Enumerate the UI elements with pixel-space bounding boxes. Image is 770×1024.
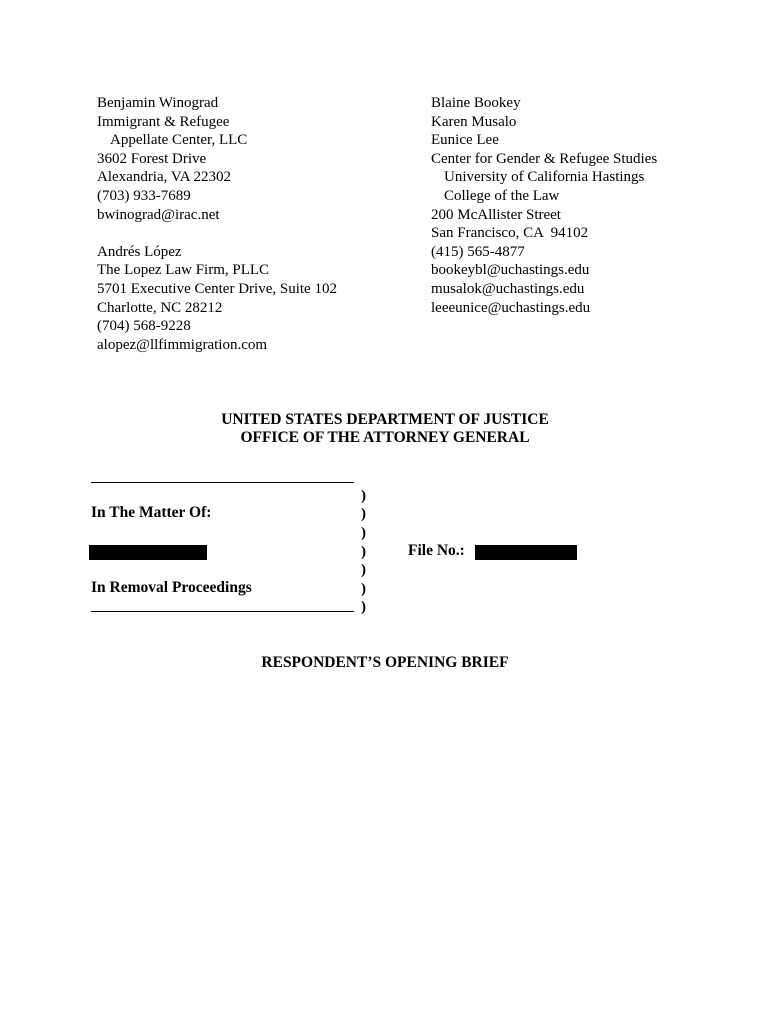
caption-paren: ) (361, 562, 366, 578)
email-address: musalok@uchastings.edu (431, 280, 585, 297)
caption-top-rule (91, 482, 354, 483)
street-address: 3602 Forest Drive (97, 150, 207, 167)
caption-bottom-rule (91, 611, 354, 612)
city-state-zip: San Francisco, CA 94102 (431, 225, 589, 242)
matter-of-label: In The Matter Of: (91, 504, 212, 521)
removal-proceedings-label: In Removal Proceedings (91, 579, 252, 596)
city-state-zip: Charlotte, NC 28212 (97, 299, 223, 316)
email-address: alopez@llfimmigration.com (97, 336, 268, 353)
phone-number: (704) 568-9228 (97, 318, 191, 335)
email-address: bwinograd@irac.net (97, 206, 220, 223)
street-address: 5701 Executive Center Drive, Suite 102 (97, 280, 337, 297)
email-address: leeeunice@uchastings.edu (431, 299, 591, 316)
organization-line: Center for Gender & Refugee Studies (431, 150, 658, 167)
department-heading: UNITED STATES DEPARTMENT OF JUSTICE (221, 411, 549, 428)
organization-line: The Lopez Law Firm, PLLC (97, 262, 270, 279)
email-address: bookeybl@uchastings.edu (431, 262, 590, 279)
caption-paren: ) (361, 488, 366, 504)
organization-line: College of the Law (444, 187, 560, 204)
organization-line: Appellate Center, LLC (110, 132, 248, 149)
redacted-respondent-name (89, 545, 207, 560)
spacer (97, 224, 397, 243)
phone-number: (415) 565-4877 (431, 243, 525, 260)
counsel-name: Blaine Bookey (431, 95, 521, 111)
caption-paren: ) (361, 506, 366, 522)
caption-paren: ) (361, 599, 366, 615)
right-counsel-block (431, 94, 751, 317)
office-heading: OFFICE OF THE ATTORNEY GENERAL (240, 429, 530, 446)
left-counsel-block (97, 94, 397, 354)
organization-line: University of California Hastings (444, 169, 645, 186)
street-address: 200 McAllister Street (431, 206, 561, 223)
redacted-file-number (475, 545, 577, 560)
caption-paren: ) (361, 581, 366, 597)
city-state-zip: Alexandria, VA 22302 (97, 169, 232, 186)
counsel-name: Andrés López (97, 243, 182, 260)
counsel-name: Eunice Lee (431, 132, 499, 149)
phone-number: (703) 933-7689 (97, 187, 191, 204)
counsel-name: Karen Musalo (431, 113, 517, 130)
counsel-name: Benjamin Winograd (97, 95, 219, 111)
organization-line: Immigrant & Refugee (97, 113, 230, 130)
caption-paren: ) (361, 525, 366, 541)
caption-paren: ) (361, 544, 366, 560)
file-number-label: File No.: (408, 542, 465, 559)
brief-title: RESPONDENT’S OPENING BRIEF (261, 654, 509, 671)
